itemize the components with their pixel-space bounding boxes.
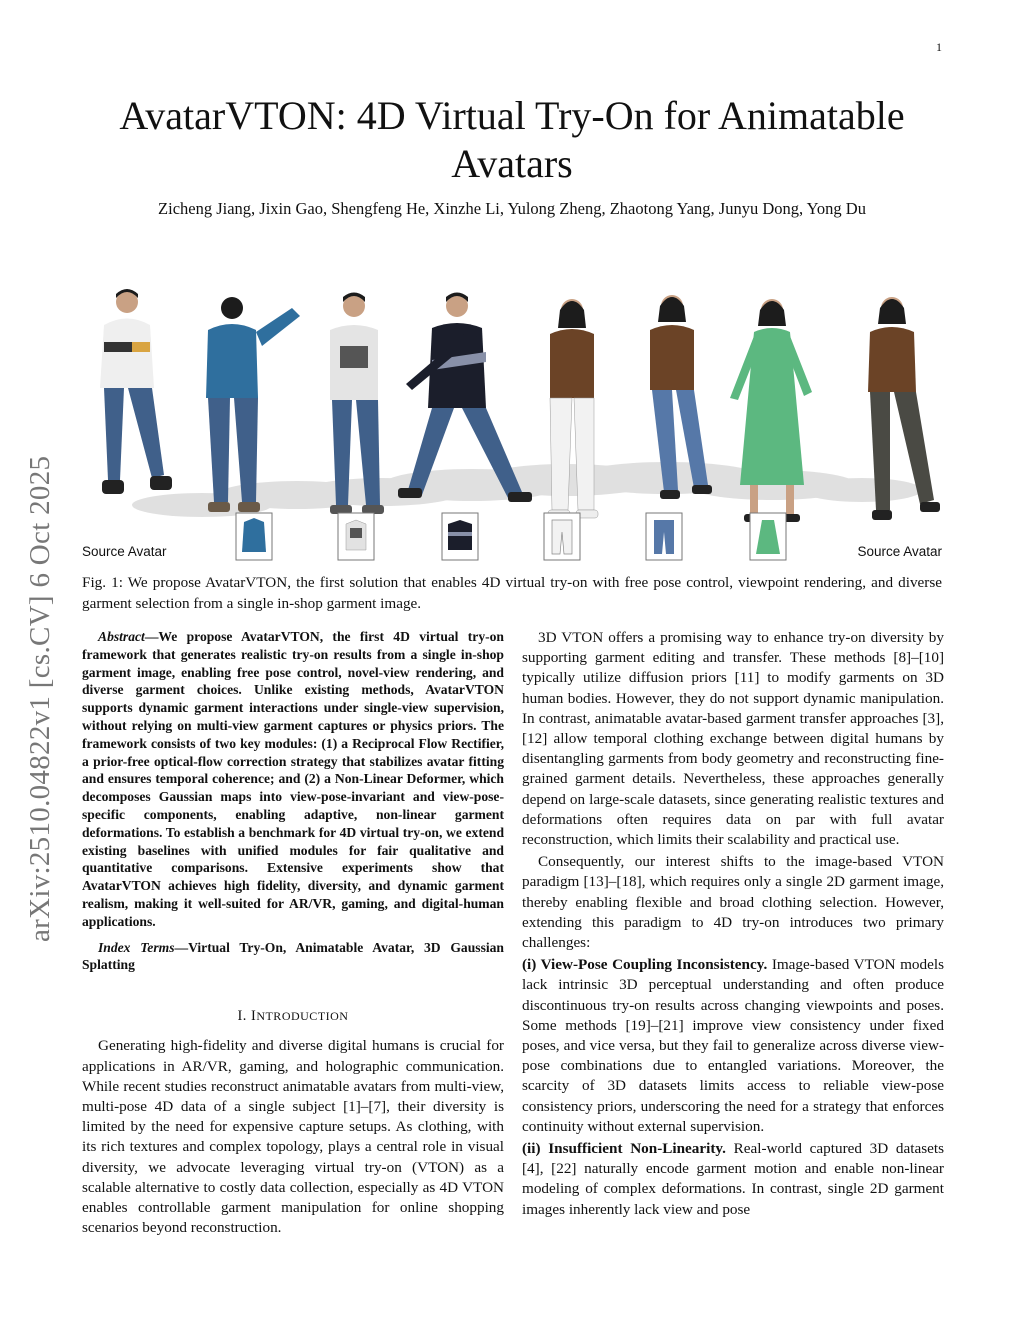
section-first-letter: I (251, 1008, 257, 1025)
garment-thumbnail-green-dress (750, 513, 786, 560)
right-column (522, 628, 944, 1220)
section-heading-introduction (82, 1006, 504, 1026)
challenge-1-text: Image-based VTON models lack intrinsic 3D perceptual understanding and often produce discontinuous try-on results across changing viewpoints and poses. Some methods [19]–[21] improve view consistency under fixed poses, and vice versa, but they fail to generalize across diverse view-pose combinations due to entangled variations. Moreover, the scarcity of 3D datasets limits access to reliable view-pose consistency priors, underscoring the need for a strategy that enforces continuity without external supervision. (522, 956, 944, 1135)
arxiv-stamp: arXiv:2510.04822v1 [cs.CV] 6 Oct 2025 (24, 455, 56, 942)
abstract (82, 628, 504, 931)
index-terms-label: Index Terms (98, 939, 175, 955)
paper-title: AvatarVTON: 4D Virtual Try-On for Animatable Avatars (119, 93, 905, 186)
author-list: Zicheng Jiang, Jixin Gao, Shengfeng He, Xinzhe Li, Yulong Zheng, Zhaotong Yang, Junyu Dong, Yong Du (158, 199, 866, 218)
left-column (82, 628, 504, 1238)
page-number: 1 (936, 40, 942, 54)
challenge-2-label: (ii) Insufficient Non-Linearity. (522, 1140, 726, 1158)
index-terms-text: —Virtual Try-On, Animatable Avatar, 3D Gaussian Splatting (82, 939, 504, 973)
teaser-figure (82, 280, 942, 565)
garment-thumbnail-jeans (646, 513, 682, 560)
abstract-label: Abstract (98, 629, 145, 644)
section-rest: NTRODUCTION (256, 1009, 349, 1024)
challenge-non-linearity (522, 1139, 944, 1220)
intro-paragraph-2: 3D VTON offers a promising way to enhance try-on diversity by supporting garment editing and transfer. These methods [8]–[10] typically utilize diffusion priors [11] to modify garments on 3D human bodies. However, they do not support dynamic manipulation. In contrast, animatable avatar-based garment transfer approaches [3], [12] allow temporal clothing exchange between digital humans by disentangling garments from body geometry and reconstructing fine-grained garment details. Nevertheless, these approaches generally depend on large-scale datasets, since generating realistic textures and deformations often requires data on par with full avatar reconstruction, which limits their scalability and practical use. (522, 629, 944, 849)
source-avatar-label-left: Source Avatar (82, 544, 167, 559)
abstract-text: —We propose AvatarVTON, the first 4D virtual try-on framework that generates realistic try-on results from a single in-shop garment image, enabling free pose control, novel-view rendering, and diverse garment choices. Unlike existing methods, AvatarVTON supports dynamic garment interactions under single-view supervision, without relying on multi-view garment captures or physics priors. The framework consists of two key modules: (1) a Reciprocal Flow Rectifier, a prior-free optical-flow correction strategy that stabilizes avatar fitting and ensures temporal coherence; and (2) a Non-Linear Deformer, which decomposes Gaussian maps into view-pose-invariant and view-pose-specific components, enabling adaptive, non-linear garment deformations. To establish a benchmark for 4D virtual try-on, we extend existing baselines with unified modules for fair qualitative and quantitative comparisons. Extensive experiments show that AvatarVTON achieves high fidelity, diversity, and dynamic garment realism, making it well-suited for AR/VR, gaming, and digital-human applications. (82, 629, 504, 929)
index-terms (82, 939, 504, 975)
garment-thumbnail-blue-shirt (236, 513, 272, 560)
challenge-view-pose (522, 955, 944, 1137)
figure-caption: Fig. 1: We propose AvatarVTON, the first solution that enables 4D virtual try-on with free pose control, viewpoint rendering, and diverse garment selection from a single in-shop garment image. (82, 574, 942, 612)
avatar-source-male (100, 289, 172, 494)
garment-thumbnail-white-plaid-pants (544, 513, 580, 560)
intro-paragraph-1: Generating high-fidelity and diverse digital humans is crucial for applications in AR/VR, gaming, and holographic communication. While recent studies reconstruct animatable avatars from multi-view, multi-pose 4D data of a single subject [1]–[7], their diversity is limited by the need for expensive capture setups. As clothing, with its rich textures and complex topology, plays a central role in visual diversity, we advocate leveraging virtual try-on (VTON) as a scalable alternative to costly data collection, especially as 4D VTON enables controllable garment manipulation for online shopping scenarios beyond reconstruction. (82, 1037, 504, 1237)
garment-thumbnail-graphic-tee (338, 513, 374, 560)
challenge-1-label: (i) View-Pose Coupling Inconsistency. (522, 956, 768, 974)
section-numeral: I. (237, 1008, 247, 1025)
source-avatar-label-right: Source Avatar (857, 544, 942, 559)
intro-paragraph-3: Consequently, our interest shifts to the image-based VTON paradigm [13]–[18], which requires only a single 2D garment image, thereby enabling flexible and broad clothing selection. However, extending this paradigm to 4D try-on introduces two primary challenges: (522, 853, 944, 952)
avatar-blue-shirt (206, 297, 300, 512)
teaser-illustration (82, 280, 942, 565)
garment-thumbnail-black-sweater (442, 513, 478, 560)
challenge-2-text: Real-world captured 3D datasets [4], [22] naturally encode garment motion and enable non-linear modeling of complex deformations. In contrast, single 2D garment images inherently lack view and pose (522, 1140, 944, 1218)
